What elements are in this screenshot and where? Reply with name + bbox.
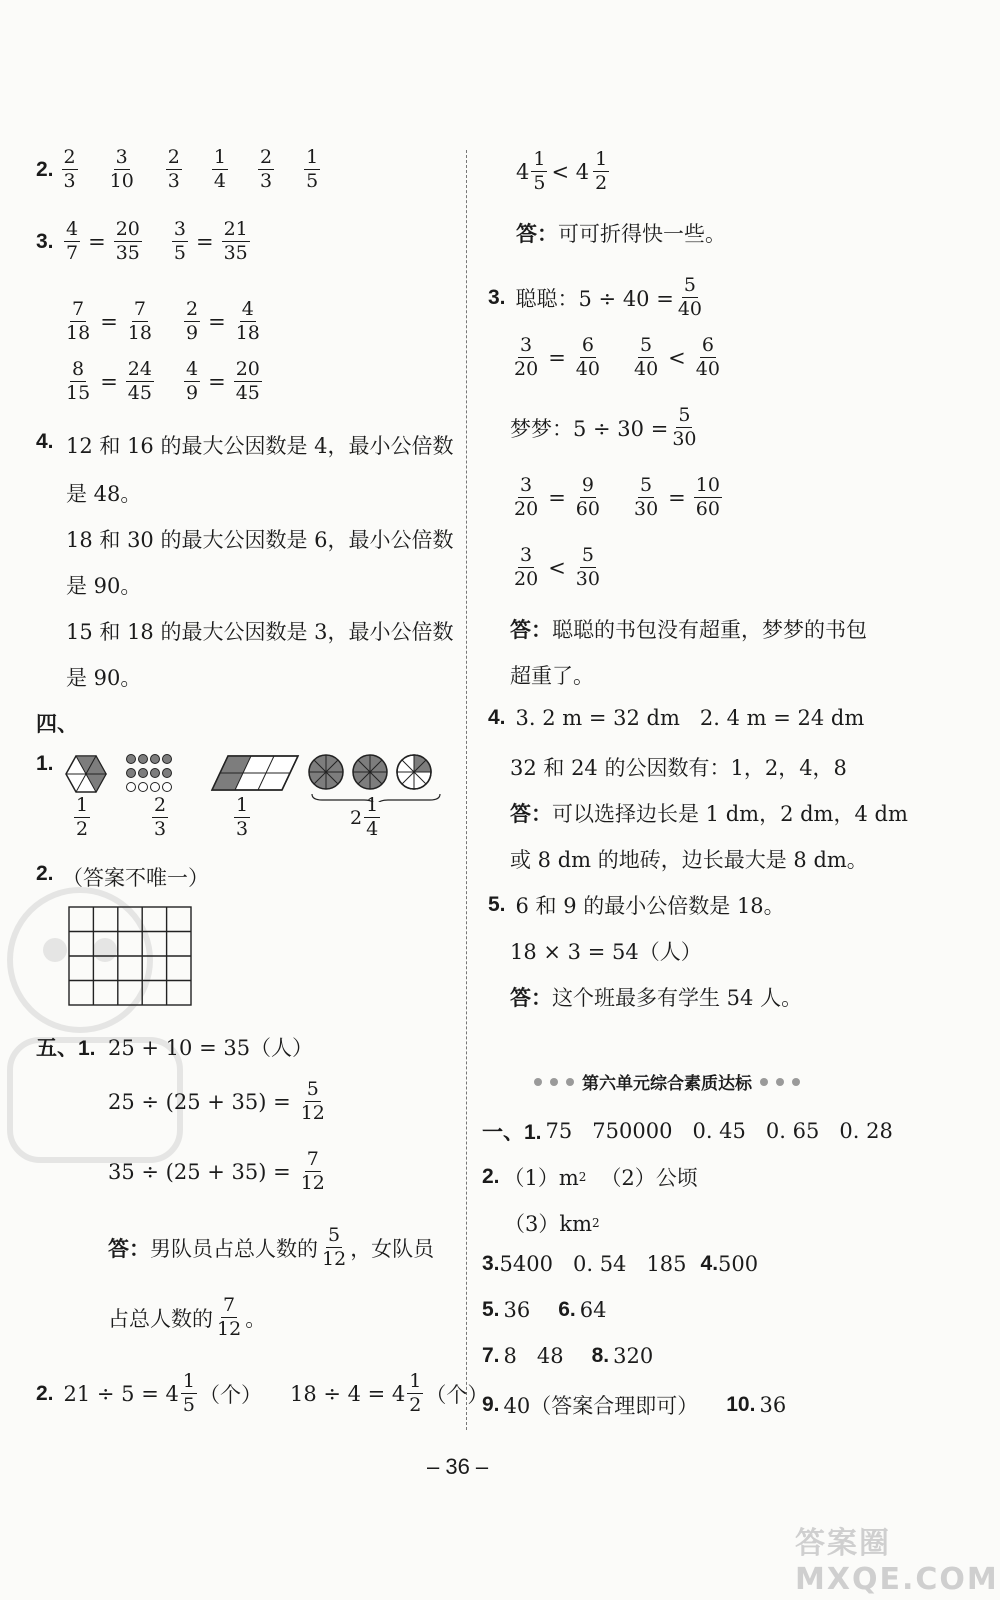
expr-text: 6 和 9 的最小公倍数是 18。 bbox=[515, 894, 785, 918]
s6-q3-q4 bbox=[482, 1252, 758, 1276]
fraction bbox=[172, 220, 188, 263]
right-q3-line-5 bbox=[510, 546, 604, 589]
shape-mixed-number bbox=[350, 796, 382, 839]
right-q3-line-1 bbox=[488, 276, 706, 319]
fraction bbox=[574, 476, 602, 519]
operator: = bbox=[195, 229, 214, 254]
denominator: 10 bbox=[109, 170, 134, 192]
denominator: 30 bbox=[633, 498, 659, 520]
question-number: 3. bbox=[488, 285, 506, 309]
expr-text: 聪聪：5 ÷ 40 = bbox=[515, 286, 674, 311]
mixed-fraction: 1 4 bbox=[366, 794, 379, 840]
fraction: $\frac{5}{40}$ bbox=[677, 274, 703, 320]
fraction bbox=[114, 220, 142, 263]
operator: < bbox=[548, 555, 566, 580]
right-answer-2-line-2: 超重了。 bbox=[510, 664, 594, 688]
shape-frac-1 bbox=[72, 796, 92, 839]
left-q3-row-3 bbox=[62, 360, 264, 403]
answer-text: （3）km bbox=[504, 1212, 592, 1236]
numerator: 24 bbox=[127, 358, 152, 380]
denominator: 35 bbox=[115, 242, 140, 264]
q4-line-3: 18 和 30 的最大公因数是 6，最小公倍数 bbox=[66, 528, 454, 552]
right-comparison bbox=[516, 150, 611, 193]
denominator: 40 bbox=[633, 358, 659, 380]
question-number: 2. bbox=[482, 1165, 500, 1188]
s6-q9-q10 bbox=[482, 1390, 786, 1420]
numerator: 3 bbox=[520, 544, 533, 566]
shape-frac-2 bbox=[150, 796, 170, 839]
question-number: 2. bbox=[36, 1381, 54, 1405]
mixed-whole: 4 bbox=[516, 159, 530, 184]
operator: = bbox=[88, 229, 106, 254]
fraction: 7 12 bbox=[217, 1294, 242, 1340]
s6-q7-q8 bbox=[482, 1344, 653, 1368]
denominator: 3 bbox=[259, 170, 273, 192]
fraction: 1 2 bbox=[409, 1370, 422, 1416]
q4-line-2: 是 48。 bbox=[66, 482, 142, 506]
answer-text: 36 bbox=[503, 1298, 531, 1322]
operator: = bbox=[100, 309, 118, 334]
fraction bbox=[152, 796, 168, 839]
answer-text: 75 750000 0. 45 0. 65 0. 28 bbox=[545, 1119, 893, 1143]
answer-label: 答： bbox=[108, 1237, 150, 1261]
right-q4-line-1 bbox=[488, 706, 864, 730]
page-number: – 36 – bbox=[427, 1454, 489, 1479]
right-q4-line-2: 32 和 24 的公因数有：1，2，4，8 bbox=[510, 756, 847, 780]
expr-text: 梦梦：5 ÷ 30 = bbox=[510, 416, 669, 441]
operator: = bbox=[548, 485, 566, 510]
expr-text: 18 ÷ 4 = 4 bbox=[289, 1381, 406, 1406]
fraction bbox=[74, 796, 90, 839]
fraction bbox=[234, 300, 262, 343]
denominator: 5 bbox=[306, 170, 319, 192]
sec5-question-2 bbox=[36, 1372, 488, 1415]
answer-text: 。 bbox=[245, 1306, 267, 1331]
answer-text: ，女队员 bbox=[350, 1236, 435, 1261]
left-question-4-label: 4. bbox=[36, 430, 54, 453]
fraction: 1 5 bbox=[182, 1370, 195, 1416]
s6-q1 bbox=[482, 1116, 893, 1146]
expr-text: 25 ÷ (25 + 35) = bbox=[108, 1089, 291, 1114]
section-title bbox=[534, 1069, 800, 1094]
question-number: 8. bbox=[591, 1344, 610, 1367]
fraction bbox=[212, 148, 228, 191]
answer-text: （2）公顷 bbox=[600, 1166, 698, 1190]
q4-line-1: 12 和 16 的最大公因数是 4，最小公倍数 bbox=[66, 434, 454, 458]
mixed-whole: 2 bbox=[350, 806, 363, 829]
expr-text: 35 ÷ (25 + 35) = bbox=[108, 1159, 291, 1184]
numerator: 20 bbox=[235, 358, 260, 380]
fraction: 1 5 bbox=[533, 148, 546, 194]
sec5-answer-line-1 bbox=[108, 1226, 434, 1269]
operator: = bbox=[100, 369, 118, 394]
fraction bbox=[304, 148, 320, 191]
s6-q5-q6 bbox=[482, 1298, 607, 1322]
denominator: 3 bbox=[154, 818, 167, 840]
numerator: 6 bbox=[701, 334, 714, 356]
site-watermark: 答案圈 MXQE.COM bbox=[795, 1526, 999, 1597]
fraction bbox=[64, 220, 80, 263]
superscript: 2 bbox=[578, 1170, 587, 1184]
question-number: 5. bbox=[488, 893, 506, 916]
expr-text: 3. 2 m = 32 dm 2. 4 m = 24 dm bbox=[515, 706, 865, 730]
numerator: 1 bbox=[213, 146, 226, 168]
fraction bbox=[64, 300, 92, 343]
fraction bbox=[222, 220, 250, 263]
unit-text: （个） bbox=[198, 1382, 262, 1407]
sec4-q2-note: （答案不唯一） bbox=[62, 866, 209, 890]
answer-text: 可以选择边长是 1 dm，2 dm，4 dm bbox=[552, 802, 908, 826]
question-number: 10. bbox=[726, 1393, 756, 1416]
numerator: 10 bbox=[695, 474, 720, 496]
denominator: 4 bbox=[213, 170, 226, 192]
answer-text: 36 bbox=[759, 1393, 787, 1417]
numerator: 5 bbox=[640, 334, 653, 356]
fraction bbox=[108, 148, 136, 191]
answer-text: 聪聪的书包没有超重，梦梦的书包 bbox=[552, 618, 867, 642]
q4-line-6: 是 90。 bbox=[66, 666, 142, 690]
right-answer-2-line-1 bbox=[510, 614, 867, 644]
denominator: 3 bbox=[236, 818, 249, 840]
fraction bbox=[234, 360, 262, 403]
question-number: 7. bbox=[482, 1344, 500, 1367]
numerator: 2 bbox=[154, 794, 167, 816]
denominator: 18 bbox=[127, 322, 152, 344]
denominator: 5 bbox=[173, 242, 186, 264]
operator: = bbox=[548, 345, 566, 370]
denominator: 9 bbox=[185, 382, 199, 404]
denominator: 20 bbox=[514, 358, 539, 380]
answer-text: 40（答案合理即可） bbox=[503, 1394, 699, 1418]
denominator: 3 bbox=[63, 170, 76, 192]
denominator: 60 bbox=[575, 498, 600, 520]
superscript: 2 bbox=[592, 1216, 600, 1230]
denominator: 40 bbox=[575, 358, 600, 380]
operator: = bbox=[208, 309, 226, 334]
denominator: 15 bbox=[66, 382, 91, 404]
right-q3-line-2 bbox=[510, 336, 724, 379]
denominator: 40 bbox=[695, 358, 720, 380]
operator: = bbox=[208, 369, 226, 394]
denominator: 2 bbox=[76, 818, 89, 840]
q4-line-5: 15 和 18 的最大公因数是 3，最小公倍数 bbox=[66, 620, 454, 644]
denominator: 7 bbox=[66, 242, 79, 264]
fraction bbox=[234, 796, 250, 839]
numerator: 4 bbox=[66, 218, 79, 240]
fraction bbox=[512, 476, 540, 519]
fraction-shapes bbox=[62, 752, 462, 802]
operator: < bbox=[668, 345, 686, 370]
sec5-line-1: 25 + 10 = 35（人） bbox=[108, 1036, 314, 1060]
fraction bbox=[166, 148, 182, 191]
answer-text: 这个班最多有学生 54 人。 bbox=[552, 986, 803, 1010]
answer-text: 320 bbox=[613, 1344, 654, 1368]
numerator: 5 bbox=[581, 544, 594, 566]
fraction bbox=[64, 360, 92, 403]
fraction bbox=[632, 476, 660, 519]
numerator: 8 bbox=[72, 358, 85, 380]
fraction: $\frac{5}{12}$ bbox=[300, 1078, 325, 1124]
answer-text: 64 bbox=[579, 1298, 607, 1322]
numerator: 21 bbox=[223, 218, 248, 240]
grid-figure bbox=[68, 906, 194, 1008]
numerator: 9 bbox=[581, 474, 594, 496]
answer-label: 答： bbox=[510, 803, 552, 826]
right-q5-line-1 bbox=[488, 890, 785, 920]
fraction: $\frac{7}{12}$ bbox=[300, 1148, 325, 1194]
numerator: 1 bbox=[76, 794, 89, 816]
numerator: 7 bbox=[133, 298, 146, 320]
fraction bbox=[632, 336, 660, 379]
denominator: 18 bbox=[235, 322, 260, 344]
numerator: 3 bbox=[520, 474, 533, 496]
right-q3-line-3 bbox=[510, 406, 701, 449]
answer-text: 500 bbox=[718, 1252, 759, 1276]
sec5-q1-label: 五、1. bbox=[36, 1037, 96, 1060]
fraction bbox=[258, 148, 274, 191]
numerator: 20 bbox=[115, 218, 140, 240]
s6-q2 bbox=[482, 1162, 698, 1192]
fraction: 1 2 bbox=[595, 148, 608, 194]
right-answer-1 bbox=[516, 218, 726, 248]
numerator: 4 bbox=[241, 298, 254, 320]
numerator: 3 bbox=[520, 334, 533, 356]
right-answer-3-line-2: 或 8 dm 的地砖，边长最大是 8 dm。 bbox=[510, 848, 868, 872]
right-q5-line-2: 18 × 3 = 54（人） bbox=[510, 940, 702, 964]
question-number: 3. bbox=[482, 1252, 500, 1275]
denominator: 20 bbox=[514, 498, 539, 520]
sec5-answer-line-2 bbox=[108, 1296, 266, 1339]
question-number: 5. bbox=[482, 1298, 500, 1321]
question-number: 4. bbox=[488, 706, 506, 729]
answer-text: （1）m bbox=[503, 1166, 579, 1190]
numerator: 3 bbox=[115, 146, 128, 168]
dots-shape bbox=[127, 755, 172, 792]
numerator: 1 bbox=[236, 794, 249, 816]
parallelogram-shape bbox=[212, 756, 298, 790]
fraction bbox=[694, 476, 722, 519]
answer-label: 答： bbox=[510, 619, 552, 642]
right-q3-line-4 bbox=[510, 476, 724, 519]
question-number: 2. bbox=[36, 157, 54, 181]
numerator: 7 bbox=[72, 298, 85, 320]
operator: = bbox=[668, 485, 686, 510]
fraction bbox=[126, 300, 154, 343]
sec4-q2-label: 2. bbox=[36, 862, 54, 885]
fraction bbox=[126, 360, 154, 403]
answer-label: 答： bbox=[516, 223, 558, 246]
denominator: 20 bbox=[514, 568, 539, 590]
sec5-line-2 bbox=[108, 1080, 329, 1123]
question-number: 9. bbox=[482, 1393, 500, 1416]
numerator: 2 bbox=[185, 298, 199, 320]
numerator: 5 bbox=[640, 474, 653, 496]
answer-text: 占总人数的 bbox=[108, 1306, 213, 1331]
shape-frac-3 bbox=[232, 796, 252, 839]
left-question-2 bbox=[36, 148, 322, 191]
fraction: 5 12 bbox=[322, 1224, 347, 1270]
numerator: 3 bbox=[173, 218, 186, 240]
left-question-3-label: 3. bbox=[36, 230, 54, 253]
fraction bbox=[184, 300, 200, 343]
numerator: 2 bbox=[63, 146, 76, 168]
fraction bbox=[574, 546, 602, 589]
section-title-text: 第六单元综合素质达标 bbox=[582, 1074, 752, 1094]
denominator: 35 bbox=[223, 242, 248, 264]
q4-line-4: 是 90。 bbox=[66, 574, 142, 598]
answer-text: 5400 0. 54 185 bbox=[499, 1252, 687, 1276]
left-q3-row-2 bbox=[62, 300, 264, 343]
fraction bbox=[574, 336, 602, 379]
answer-text: 8 48 bbox=[503, 1344, 564, 1368]
fraction bbox=[512, 546, 540, 589]
section-4-heading: 四、 bbox=[36, 713, 78, 736]
right-answer-4 bbox=[510, 982, 802, 1012]
question-number: 6. bbox=[558, 1298, 576, 1321]
denominator: 30 bbox=[575, 568, 600, 590]
fraction: $\frac{5}{30}$ bbox=[672, 404, 697, 450]
expr-text: 21 ÷ 5 = 4 bbox=[63, 1381, 179, 1406]
denominator: 45 bbox=[127, 382, 152, 404]
s6-q2-part-3 bbox=[504, 1208, 600, 1238]
column-divider bbox=[466, 150, 467, 1430]
denominator: 60 bbox=[695, 498, 720, 520]
hexagon-shape bbox=[66, 756, 106, 792]
numerator: 6 bbox=[581, 334, 594, 356]
fraction bbox=[694, 336, 722, 379]
fraction bbox=[512, 336, 540, 379]
fraction bbox=[62, 148, 78, 191]
answer-text: 男队员占总人数的 bbox=[150, 1236, 318, 1261]
left-q3-row-1 bbox=[62, 220, 252, 263]
numerator: 4 bbox=[185, 358, 199, 380]
sec5-line-3 bbox=[108, 1150, 329, 1193]
denominator: 18 bbox=[66, 322, 91, 344]
denominator: 9 bbox=[185, 322, 199, 344]
question-number: 一、1. bbox=[482, 1121, 542, 1144]
numerator: 1 bbox=[306, 146, 319, 168]
fraction bbox=[184, 360, 200, 403]
numerator: 2 bbox=[259, 146, 273, 168]
denominator: 45 bbox=[235, 382, 260, 404]
unit-text: （个） bbox=[425, 1382, 489, 1407]
sec4-q1-label: 1. bbox=[36, 752, 54, 775]
answer-label: 答： bbox=[510, 987, 552, 1010]
question-number: 4. bbox=[700, 1252, 719, 1275]
numerator: 2 bbox=[167, 146, 180, 168]
right-answer-3-line-1 bbox=[510, 798, 908, 828]
compare-sign: < 4 bbox=[551, 159, 590, 184]
denominator: 3 bbox=[167, 170, 180, 192]
answer-text: 可可折得快一些。 bbox=[558, 222, 726, 246]
